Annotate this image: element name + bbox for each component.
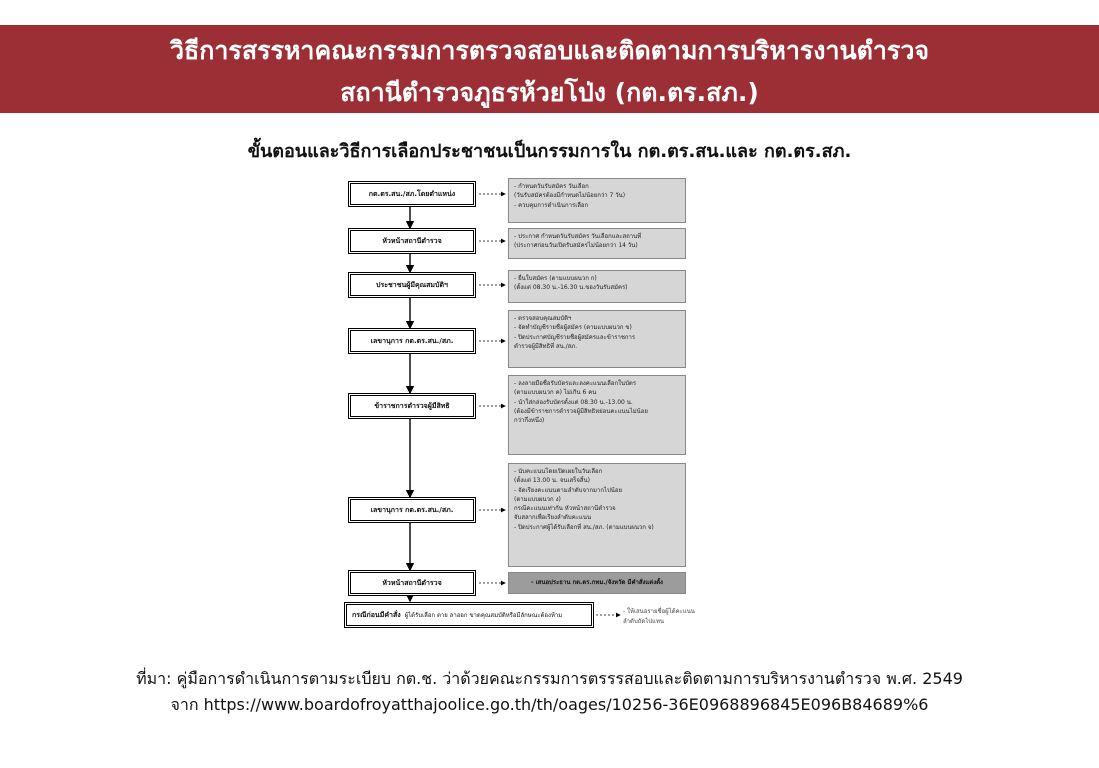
detail-line: กรณีคะแนนเท่ากัน หัวหน้าสถานีตำรวจ xyxy=(514,505,616,513)
flow-step-2-details xyxy=(508,228,686,259)
flow-step-4-details xyxy=(508,310,686,368)
detail-line: (ตั้งแต่ 08.30 น.-16.30 น.ของวันรับสมัคร) xyxy=(514,284,628,292)
flow-step-2: หัวหน้าสถานีตำรวจ xyxy=(348,228,476,254)
source-url: จาก https://www.boardofroyatthajoolice.go.th/th/oages/10256-36E0968896845E096B84689%6 xyxy=(170,695,929,714)
detail-line: - นำใส่กล่องรับบัตรตั้งแต่ 08.30 น.-13.00 น. xyxy=(514,398,633,406)
page-title-line1: วิธีการสรรหาคณะกรรมการตรวจสอบและติดตามการบริหารงานตำรวจ xyxy=(169,36,930,65)
title-banner xyxy=(0,25,1099,113)
detail-line: - ควบคุมการดำเนินการเลือก xyxy=(514,201,589,209)
detail-line: - จัดทำบัญชีรายชื่อผู้สมัคร (ตามแบบผนวก ข) xyxy=(514,324,632,332)
detail-line: (ต้องมีข้าราชการตำรวจผู้มีสิทธิหย่อนคะแนนไม่น้อย xyxy=(514,407,648,415)
detail-line: - กำหนดวันรับสมัคร วันเลือก xyxy=(514,183,589,190)
detail-line: (ตั้งแต่ 13.00 น. จนเสร็จสิ้น) xyxy=(514,477,591,485)
flow-step-6: เลขานุการ กต.ตร.สน./สภ. xyxy=(348,497,476,523)
flow-step-6-details xyxy=(508,463,686,567)
detail-line: - ปิดประกาศผู้ได้รับเลือกที่ สน./สภ. (ตามแบบผนวก จ) xyxy=(514,523,654,531)
detail-line: - นับคะแนนโดยเปิดเผยในวันเลือก xyxy=(514,468,603,475)
flow-step-5-details xyxy=(508,375,686,455)
flowchart xyxy=(338,170,708,636)
detail-line: - จัดเรียงคะแนนตามลำดับจากมากไปน้อย xyxy=(514,486,623,494)
detail-line: กว่ากึ่งหนึ่ง) xyxy=(514,417,545,425)
detail-line: - เสนอประธาน กต.ตร.กทม./จังหวัด มีคำสั่งแต่งตั้ง xyxy=(531,579,663,587)
flow-step-5: ข้าราชการตำรวจผู้มีสิทธิ xyxy=(348,393,476,419)
flow-step-1: กต.ตร.สน./สภ.โดยตำแหน่ง xyxy=(348,181,476,207)
flow-step-3-details xyxy=(508,270,686,303)
detail-line: ตำรวจผู้มีสิทธิที่ สน./สภ. xyxy=(514,342,578,350)
flow-step-7-details xyxy=(508,572,686,594)
note-line: - ให้เสนอรายชื่อผู้ได้คะแนน xyxy=(623,608,695,615)
detail-line: - ยื่นใบสมัคร (ตามแบบผนวก ก) xyxy=(514,275,597,282)
source-citation: ที่มา: คู่มือการดำเนินการตามระเบียบ กต.ช. ว่าด้วยคณะกรรมการตรรรสอบและติดตามการบริหารงานตำรวจ พ.ศ. 2549 xyxy=(136,669,963,688)
detail-line: - ตรวจสอบคุณสมบัติฯ xyxy=(514,315,572,322)
flow-step-4: เลขานุการ กต.ตร.สน./สภ. xyxy=(348,328,476,354)
final-bold-label: กรณีก่อนมีคำสั่ง xyxy=(352,610,401,619)
flow-step-7: หัวหน้าสถานีตำรวจ xyxy=(348,570,476,596)
detail-line: (ตามแบบผนวก ค) ไม่เกิน 6 คน xyxy=(514,389,597,397)
detail-line: - ปิดประกาศบัญชีรายชื่อผู้สมัครและข้าราชการ xyxy=(514,333,636,341)
detail-line: (ตามแบบผนวก ง) xyxy=(514,495,561,503)
page-title-line2: สถานีตำรวจภูธรห้วยโป่ง (กต.ตร.สภ.) xyxy=(340,78,759,107)
note-line: ลำดับถัดไปแทน xyxy=(623,618,665,626)
flow-step-1-details xyxy=(508,178,686,223)
flow-final-box xyxy=(344,602,594,628)
detail-line: (ประกาศก่อนวันเปิดรับสมัครไม่น้อยกว่า 14 วัน) xyxy=(514,242,638,250)
flow-step-3: ประชาชนผู้มีคุณสมบัติฯ xyxy=(348,272,476,298)
diagram-subtitle: ขั้นตอนและวิธีการเลือกประชาชนเป็นกรรมการใน กต.ตร.สน.และ กต.ตร.สภ. xyxy=(247,141,852,162)
detail-line: จับสลากเพื่อเรียงลำดับคะแนน xyxy=(514,514,592,522)
final-text: ผู้ได้รับเลือก ตาย ลาออก ขาดคุณสมบัติหรือมีลักษณะต้องห้าม xyxy=(404,612,563,619)
detail-line: (วันรับสมัครต้องมีกำหนดไม่น้อยกว่า 7 วัน) xyxy=(514,192,626,200)
detail-line: - ประกาศ กำหนดวันรับสมัคร วันเลือกและสถานที่ xyxy=(514,233,642,240)
flow-note xyxy=(623,607,707,627)
detail-line: - ลงลายมือชื่อรับบัตรและลงคะแนนเลือกในบัตร xyxy=(514,380,637,387)
